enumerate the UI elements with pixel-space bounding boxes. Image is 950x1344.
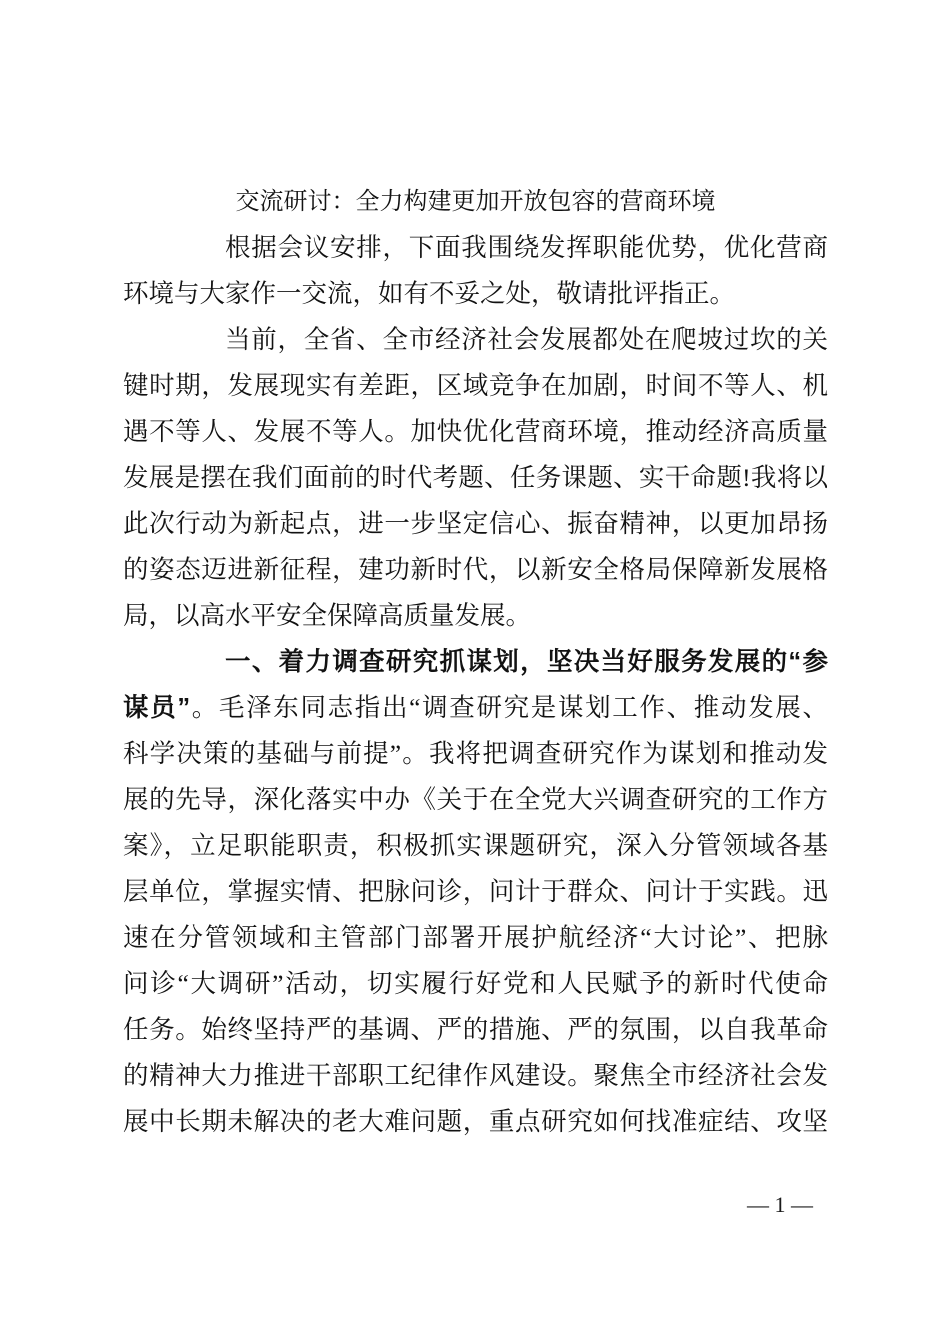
text-line <box>123 639 828 685</box>
text-segment: 遇不等人、发展不等人。加快优化营商环境，推动经济高质量 <box>123 417 828 446</box>
text-line <box>123 363 828 409</box>
text-segment: 当前，全省、全市经济社会发展都处在爬坡过坎的关 <box>225 325 828 354</box>
text-segment: 的姿态迈进新征程，建功新时代，以新安全格局保障新发展格 <box>123 555 828 584</box>
text-segment: 。毛泽东同志指出“调查研究是谋划工作、推动发展、 <box>190 693 828 722</box>
text-segment: 案》，立足职能职责，积极抓实课题研究，深入分管领域各基 <box>123 831 828 860</box>
text-segment: 展的先导，深化落实中办《关于在全党大兴调查研究的工作方 <box>123 785 828 814</box>
text-segment: 科学决策的基础与前提”。我将把调查研究作为谋划和推动发 <box>123 739 828 768</box>
text-line <box>123 1099 828 1145</box>
text-line <box>123 225 828 271</box>
text-line <box>123 547 828 593</box>
text-line <box>123 869 828 915</box>
text-line <box>123 271 828 317</box>
text-line <box>123 731 828 777</box>
text-line <box>123 823 828 869</box>
text-segment: 此次行动为新起点，进一步坚定信心、振奋精神，以更加昂扬 <box>123 509 828 538</box>
text-segment: 局，以高水平安全保障高质量发展。 <box>123 601 532 630</box>
text-segment: 问诊“大调研”活动，切实履行好党和人民赋予的新时代使命 <box>123 969 828 998</box>
text-segment: 层单位，掌握实情、把脉问诊，问计于群众、问计于实践。迅 <box>123 877 828 906</box>
text-segment: 任务。始终坚持严的基调、严的措施、严的氛围，以自我革命 <box>123 1015 828 1044</box>
text-line <box>123 961 828 1007</box>
text-segment: 的精神大力推进干部职工纪律作风建设。聚焦全市经济社会发 <box>123 1061 828 1090</box>
body-text-block <box>123 225 828 1145</box>
text-line <box>123 593 828 639</box>
text-segment: 环境与大家作一交流，如有不妥之处，敬请批评指正。 <box>123 279 736 308</box>
text-line <box>123 1053 828 1099</box>
text-line <box>123 1007 828 1053</box>
document-title: 交流研讨：全力构建更加开放包容的营商环境 <box>235 189 716 215</box>
footer-page-number: — 1 — <box>747 1192 813 1217</box>
text-line <box>123 455 828 501</box>
text-segment: 根据会议安排，下面我围绕发挥职能优势，优化营商 <box>225 233 828 262</box>
text-segment: 键时期，发展现实有差距，区域竞争在加剧，时间不等人、机 <box>123 371 828 400</box>
text-line <box>123 501 828 547</box>
text-segment: 速在分管领域和主管部门部署开展护航经济“大讨论”、把脉 <box>123 923 828 952</box>
text-line <box>123 409 828 455</box>
document-body <box>123 179 828 1145</box>
text-line <box>123 915 828 961</box>
text-segment: 展中长期未解决的老大难问题，重点研究如何找准症结、攻坚 <box>123 1107 828 1136</box>
text-line <box>123 777 828 823</box>
bold-text-segment: 谋员” <box>123 694 191 722</box>
bold-text-segment: 一、着力调查研究抓谋划，坚决当好服务发展的“参 <box>225 648 828 676</box>
text-line <box>123 685 828 731</box>
text-segment: 发展是摆在我们面前的时代考题、任务课题、实干命题!我将以 <box>123 463 828 492</box>
text-line <box>123 317 828 363</box>
